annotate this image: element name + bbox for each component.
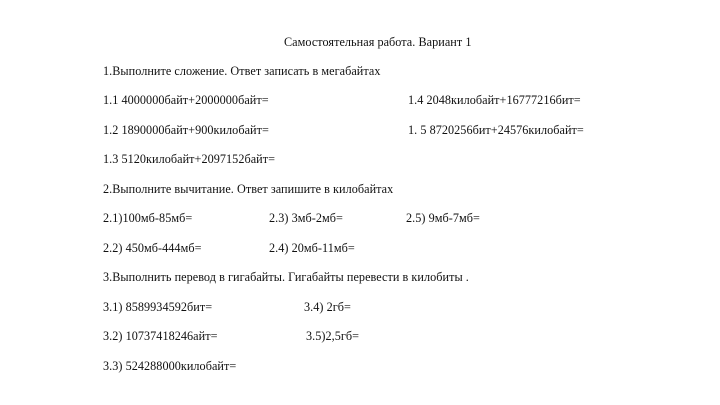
task-1-3: 1.3 5120килобайт+2097152байт= (103, 152, 276, 166)
task-1-4: 1.4 2048килобайт+16777216бит= (408, 93, 581, 107)
section-3-heading: 3.Выполнить перевод в гигабайты. Гигабайты перевести в килобиты . (103, 270, 469, 284)
task-1-5: 1. 5 8720256бит+24576килобайт= (408, 123, 584, 137)
task-2-2: 2.2) 450мб-444мб= (103, 241, 202, 255)
task-3-1: 3.1) 8589934592бит= (103, 300, 213, 314)
section-1-heading: 1.Выполните сложение. Ответ записать в мегабайтах (103, 64, 381, 78)
task-2-3: 2.3) 3мб-2мб= (269, 211, 343, 225)
task-2-4: 2.4) 20мб-11мб= (269, 241, 355, 255)
task-2-1: 2.1)100мб-85мб= (103, 211, 193, 225)
worksheet-title: Самостоятельная работа. Вариант 1 (284, 35, 472, 49)
task-3-2: 3.2) 10737418246айт= (103, 329, 218, 343)
task-3-3: 3.3) 524288000килобайт= (103, 359, 237, 373)
task-1-2: 1.2 1890000байт+900килобайт= (103, 123, 269, 137)
task-1-1: 1.1 4000000байт+2000000байт= (103, 93, 269, 107)
section-2-heading: 2.Выполните вычитание. Ответ запишите в килобайтах (103, 182, 394, 196)
task-2-5: 2.5) 9мб-7мб= (406, 211, 480, 225)
task-3-5: 3.5)2,5гб= (306, 329, 360, 343)
task-3-4: 3.4) 2гб= (304, 300, 351, 314)
